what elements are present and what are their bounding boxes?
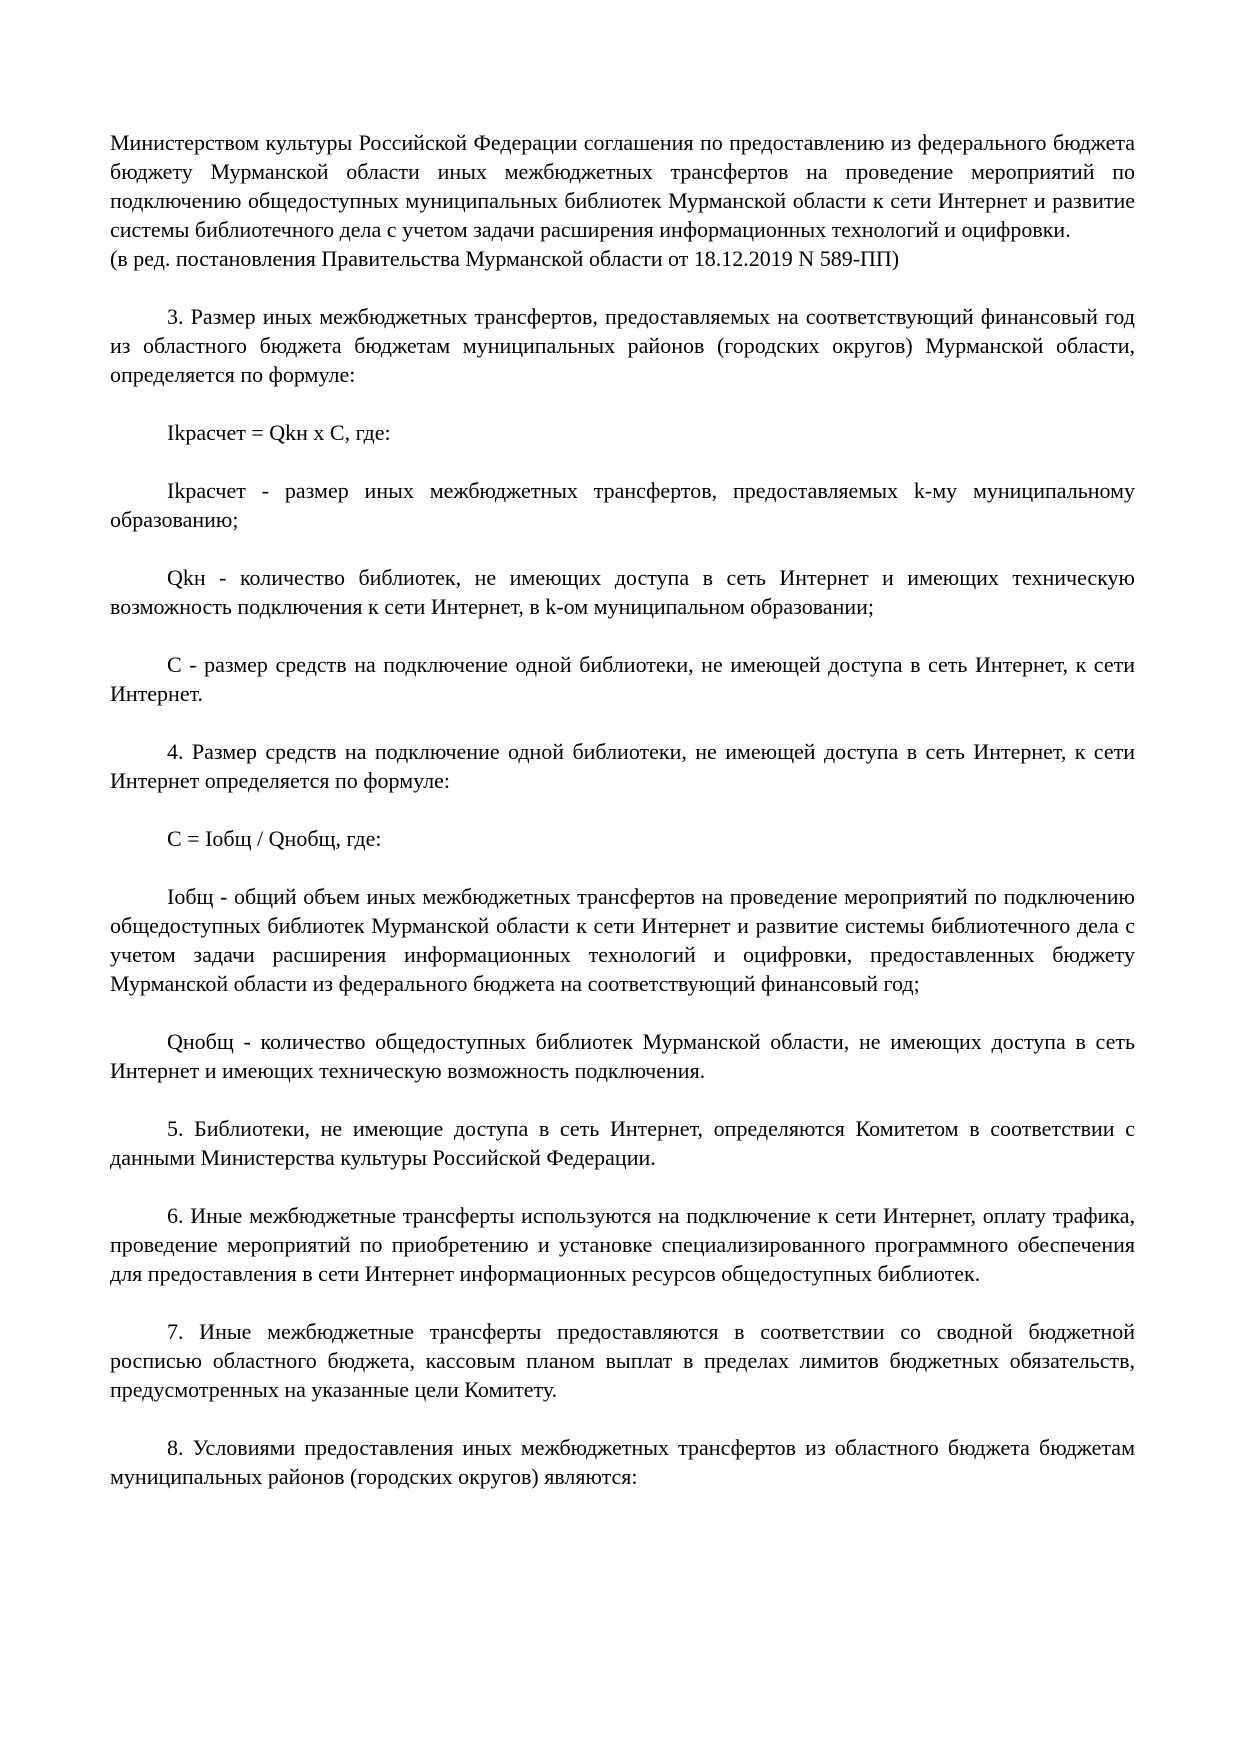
clause-3: 3. Размер иных межбюджетных трансфертов, предоставляемых на соответствующий финансовый год из областного бюджета бюджетам муниципальных районов (городских округов) Мурманской области, определяется по формуле: xyxy=(110,304,1135,387)
definition-ik-raschet: Ikрасчет - размер иных межбюджетных трансфертов, предоставляемых k-му муниципальному образованию; xyxy=(110,478,1135,532)
clause-5: 5. Библиотеки, не имеющие доступа в сеть Интернет, определяются Комитетом в соответствии с данными Министерства культуры Российской Федерации. xyxy=(110,1116,1135,1170)
amendment-note: (в ред. постановления Правительства Мурманской области от 18.12.2019 N 589-ПП) xyxy=(110,246,900,271)
clause-7: 7. Иные межбюджетные трансферты предоставляются в соответствии со сводной бюджетной росписью областного бюджета, кассовым планом выплат в пределах лимитов бюджетных обязательств, предусмотренных на указанные цели Комитету. xyxy=(110,1319,1135,1402)
definition-i-obshch: Iобщ - общий объем иных межбюджетных трансфертов на проведение мероприятий по подключению общедоступных библиотек Мурманской области к сети Интернет и развитие системы библиотечного дела с учетом задачи расширения информационных технологий и оцифровки, предоставленных бюджету Мурманской области из федерального бюджета на соответствующий финансовый год; xyxy=(110,884,1135,996)
definition-q-n-obshch: Qнобщ - количество общедоступных библиотек Мурманской области, не имеющих доступа в сеть Интернет и имеющих техническую возможность подключения. xyxy=(110,1029,1135,1083)
clause-4: 4. Размер средств на подключение одной библиотеки, не имеющей доступа в сеть Интернет, к сети Интернет определяется по формуле: xyxy=(110,739,1135,793)
clause-8: 8. Условиями предоставления иных межбюджетных трансфертов из областного бюджета бюджетам муниципальных районов (городских округов) являются: xyxy=(110,1435,1135,1489)
clause-6: 6. Иные межбюджетные трансферты используются на подключение к сети Интернет, оплату трафика, проведение мероприятий по приобретению и установке специализированного программного обеспечения для предоставления в сети Интернет информационных ресурсов общедоступных библиотек. xyxy=(110,1203,1135,1286)
formula-ik-raschet: Ikрасчет = Qkн x C, где: xyxy=(167,420,391,445)
paragraph-continuation: Министерством культуры Российской Федерации соглашения по предоставлению из федерального бюджета бюджету Мурманской области иных межбюджетных трансфертов на проведение мероприятий по подключению общедоступных муниципальных библиотек Мурманской области к сети Интернет и развитие системы библиотечного дела с учетом задачи расширения информационных технологий и оцифровки. xyxy=(110,130,1135,242)
formula-c: С = Iобщ / Qнобщ, где: xyxy=(167,826,382,851)
definition-qk-n: Qkн - количество библиотек, не имеющих доступа в сеть Интернет и имеющих техническую возможность подключения к сети Интернет, в k-ом муниципальном образовании; xyxy=(110,565,1135,619)
definition-c: С - размер средств на подключение одной библиотеки, не имеющей доступа в сеть Интернет, к сети Интернет. xyxy=(110,652,1135,706)
